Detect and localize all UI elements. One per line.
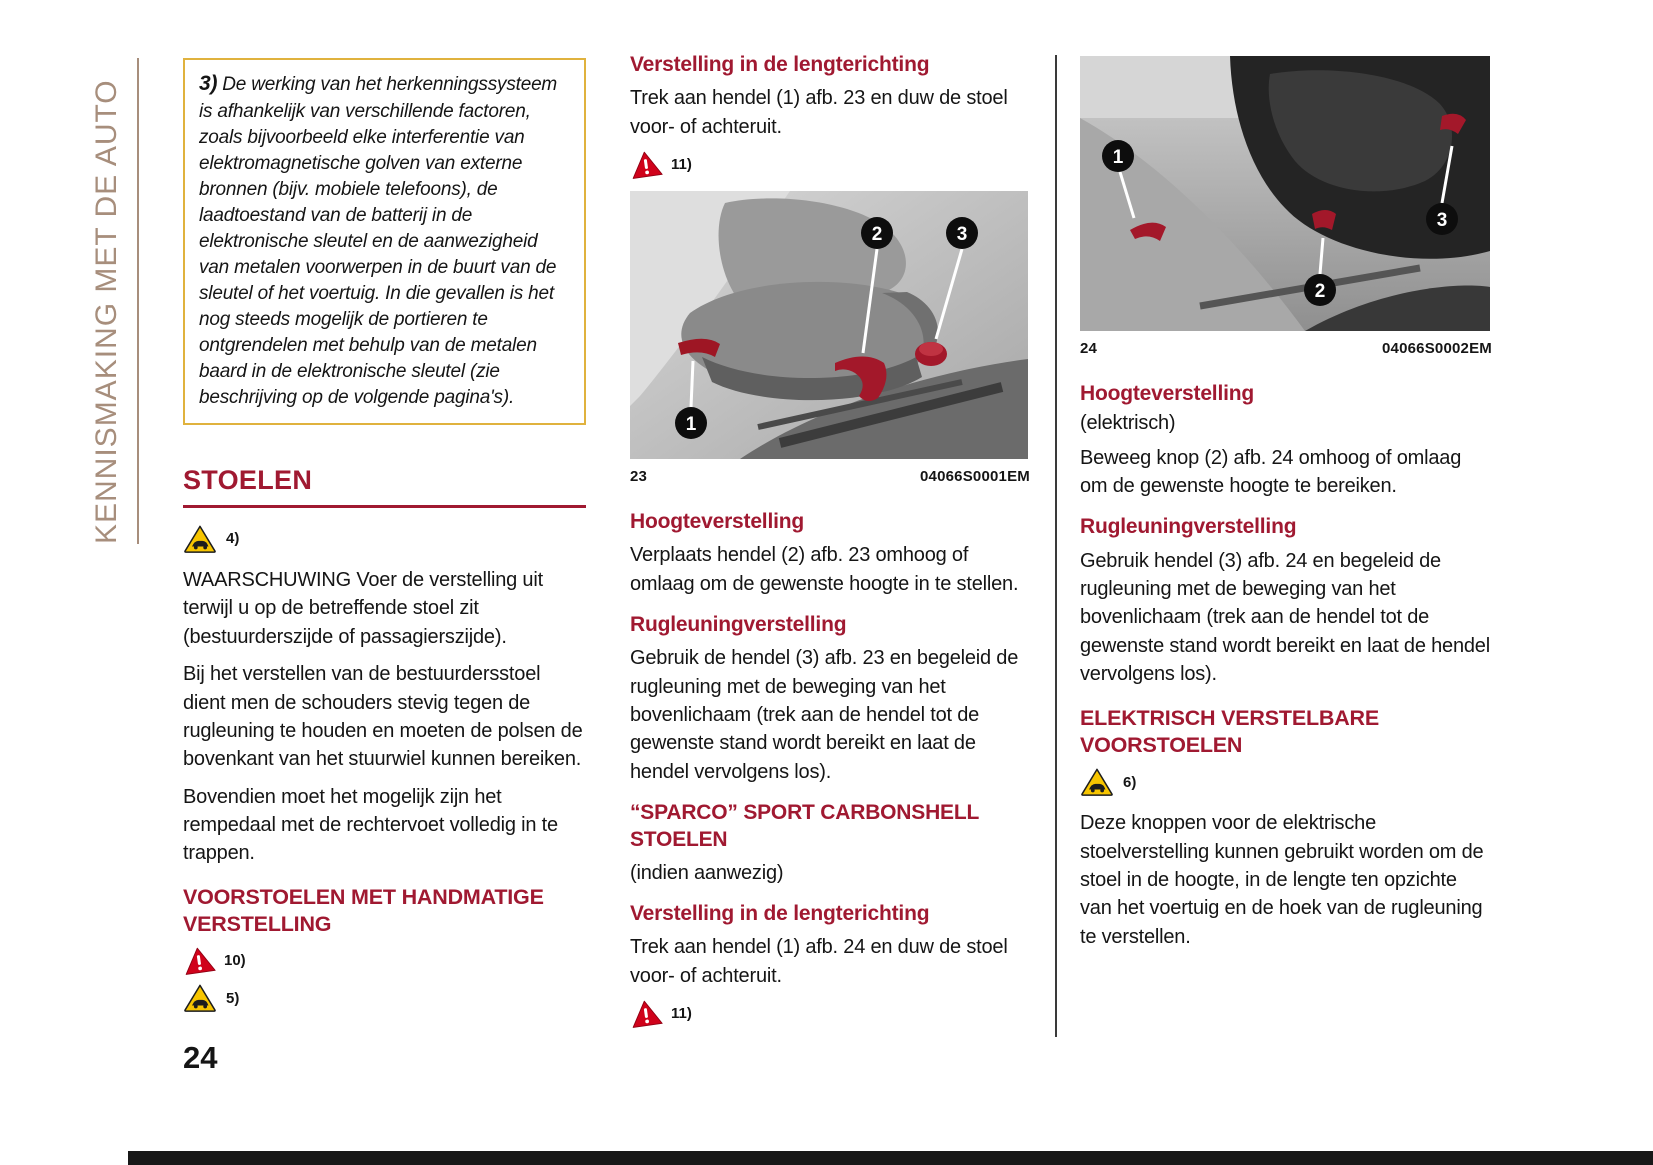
subsection-heading: VOORSTOELEN MET HANDMATIGE VERSTELLING: [183, 884, 544, 937]
svg-text:1: 1: [685, 414, 697, 436]
seat-photo-manual-adjust: [630, 191, 1028, 459]
figure-callout-1: [675, 407, 707, 439]
note-box: [183, 58, 586, 425]
column-middle: [630, 52, 1030, 1040]
topic-heading: “SPARCO” SPORT CARBONSHELL STOELEN: [630, 801, 979, 851]
figure-code: 04066S0001EM: [920, 468, 1030, 486]
sidebar-rule: [137, 58, 139, 544]
topic-heading: Verstelling in de lengterichting: [630, 902, 930, 926]
paragraph: Bij het verstellen van de bestuurdersstoel dient men de schouders stevig tegen de rugleuning te houden en moeten de polsen de bovenkant van het stuurwiel kunnen bereiken.: [183, 663, 583, 771]
warning-ref-row: [1080, 767, 1492, 797]
figure-callout-3: [946, 217, 978, 249]
topic-heading: Hoogteverstelling: [1080, 382, 1254, 405]
page-number: 24: [183, 1040, 218, 1075]
warning-ref-label: 11): [671, 156, 692, 174]
topic-heading: Rugleuningverstelling: [630, 613, 847, 637]
warning-exclamation-icon: [181, 944, 217, 977]
warning-ref-row: [630, 999, 1030, 1028]
warning-car-icon: [183, 524, 217, 554]
paragraph: Bovendien moet het mogelijk zijn het rempedaal met de rechtervoet volledig in te trappen.: [183, 785, 558, 865]
warning-ref-row: [630, 150, 1030, 179]
seat-photo-electric-adjust: [1080, 56, 1490, 331]
warning-car-icon: [1080, 767, 1114, 797]
paragraph: WAARSCHUWING Voer de verstelling uit terwijl u op de betreffende stoel zit (bestuurderszijde of passagierszijde).: [183, 568, 543, 648]
figure-callout-2: [861, 217, 893, 249]
figure-callout-1: [1102, 140, 1134, 172]
svg-text:2: 2: [1314, 281, 1326, 302]
warning-exclamation-icon: [628, 997, 664, 1030]
paragraph: Verplaats hendel (2) afb. 23 omhoog of omlaag om de gewenste hoogte in te stellen.: [630, 544, 1019, 595]
paragraph: (elektrisch): [1080, 412, 1176, 435]
warning-ref-label: 4): [226, 530, 240, 548]
topic-heading: Hoogteverstelling: [630, 510, 804, 534]
section-heading-stoelen: STOELEN: [183, 465, 586, 508]
svg-text:3: 3: [956, 224, 968, 246]
warning-ref-row: [183, 524, 586, 554]
warning-ref-row: [183, 983, 586, 1013]
figure-23: [630, 191, 1030, 485]
warning-ref-label: 11): [671, 1005, 692, 1023]
column-right: [1080, 52, 1492, 960]
figure-caption: [1080, 340, 1492, 357]
warning-ref-row: [183, 946, 586, 975]
warning-ref-label: 6): [1123, 773, 1137, 791]
figure-number: 24: [1080, 340, 1098, 357]
svg-text:1: 1: [1112, 147, 1124, 168]
figure-24: [1080, 56, 1492, 357]
note-text: De werking van het herkenningssysteem is afhankelijk van verschillende factoren, zoals bijvoorbeeld elke interferentie van elektromagnetische golven van externe bronnen (bijv. mobiele telefoons), de laadtoestand van de batterij in de elektronische sleutel en de aanwezigheid van metalen voorwerpen in de buurt van de sleutel of het voertuig. In die gevallen is het nog steeds mogelijk de portieren te ontgrendelen met behulp van de metalen baard in de elektronische sleutel (zie beschrijving op de volgende pagina's).: [199, 74, 558, 408]
chapter-title-vertical: KENNISMAKING MET DE AUTO: [90, 79, 123, 544]
warning-ref-label: 10): [224, 952, 246, 970]
paragraph: Gebruik hendel (3) afb. 24 en begeleid de rugleuning met de beweging van het bovenlichaam (trek aan de hendel tot de gewenste stand wordt bereikt en laat de hendel vervolgens los).: [1080, 549, 1490, 686]
column-divider: [1055, 55, 1057, 1037]
paragraph: Gebruik de hendel (3) afb. 23 en begeleid de rugleuning met de beweging van het bovenlichaam (trek aan de hendel tot de gewenste stand wordt bereikt en laat de hendel vervolgens los).: [630, 647, 1019, 783]
topic-heading: Verstelling in de lengterichting: [630, 53, 930, 76]
subsection-heading: ELEKTRISCH VERSTELBARE VOORSTOELEN: [1080, 705, 1380, 757]
figure-code: 04066S0002EM: [1382, 340, 1492, 357]
paragraph: Deze knoppen voor de elektrische stoelverstelling kunnen gebruikt worden om de stoel in de hoogte, in de lengte ten opzichte van het voertuig en de hoek van de rugleuning te verstellen.: [1080, 812, 1484, 948]
paragraph: (indien aanwezig): [630, 861, 784, 884]
warning-car-icon: [183, 983, 217, 1013]
warning-ref-label: 5): [226, 989, 240, 1007]
figure-caption: [630, 468, 1030, 485]
page-bottom-rule: [128, 1151, 1653, 1165]
topic-heading: Rugleuningverstelling: [1080, 515, 1297, 539]
paragraph: Trek aan hendel (1) afb. 23 en duw de stoel voor- of achteruit.: [630, 87, 1008, 138]
svg-text:3: 3: [1436, 210, 1448, 231]
paragraph: Trek aan hendel (1) afb. 24 en duw de stoel voor- of achteruit.: [630, 936, 1008, 987]
warning-exclamation-icon: [628, 148, 664, 181]
figure-callout-2: [1304, 274, 1336, 306]
svg-text:2: 2: [871, 224, 883, 246]
figure-number: 23: [630, 468, 648, 486]
paragraph: Beweeg knop (2) afb. 24 omhoog of omlaag om de gewenste hoogte te bereiken.: [1080, 446, 1462, 498]
note-number: 3): [199, 72, 218, 95]
figure-callout-3: [1426, 203, 1458, 235]
column-left: [183, 52, 586, 1025]
